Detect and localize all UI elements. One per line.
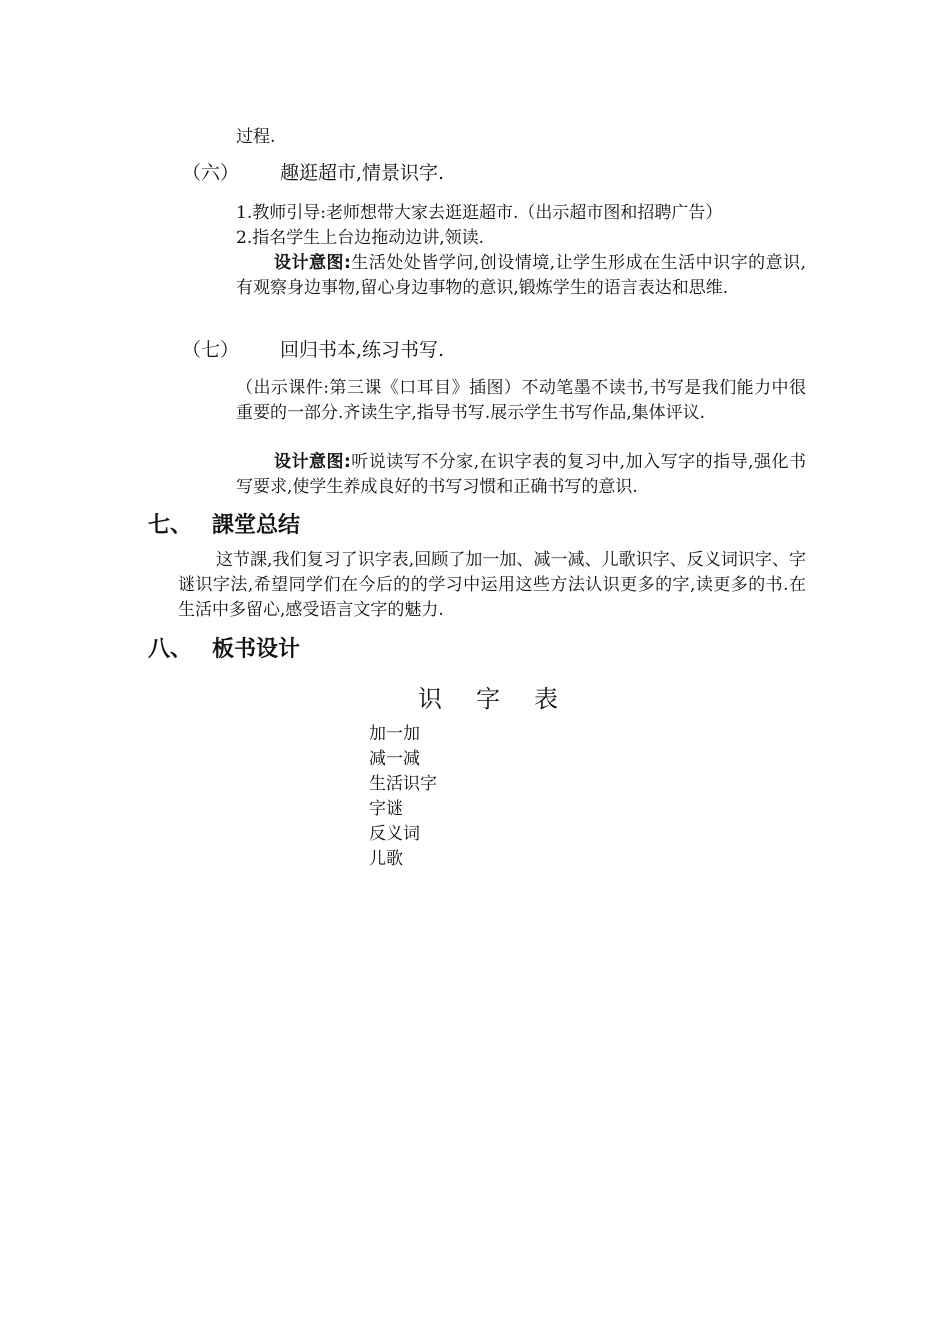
subsection-number: （七） bbox=[182, 339, 240, 361]
continuation-text: 过程. bbox=[236, 127, 276, 147]
section-title: 課堂总结 bbox=[212, 513, 301, 538]
board-list bbox=[369, 722, 437, 872]
section-heading-summary bbox=[148, 511, 300, 541]
design-intent-label: 设计意图: bbox=[274, 253, 351, 273]
practice-paragraph: （出示课件:第三课《口耳目》插图）不动笔墨不读书,书写是我们能力中很重要的一部分.齐读生字,指导书写.展示学生书写作品,集体评议. bbox=[236, 378, 806, 423]
design-intent-label: 设计意图: bbox=[274, 452, 351, 472]
board-item: 减一减 bbox=[369, 749, 420, 769]
step-line: 2.指名学生上台边拖动边讲,领读. bbox=[236, 228, 485, 248]
subsection-title: 趣逛超市,情景识字. bbox=[280, 162, 445, 184]
board-item: 反义词 bbox=[369, 824, 420, 844]
section-number: 八、 bbox=[148, 637, 193, 662]
subsection-title: 回归书本,练习书写. bbox=[280, 339, 445, 361]
board-item: 儿歌 bbox=[369, 849, 403, 869]
design-intent-paragraph bbox=[236, 251, 806, 301]
subsection-number: （六） bbox=[182, 162, 240, 184]
board-item: 生活识字 bbox=[369, 774, 437, 794]
subsection-six-heading bbox=[182, 159, 444, 187]
step-line: 1.教师引导:老师想带大家去逛逛超市.（出示超市图和招聘广告） bbox=[236, 203, 723, 223]
board-item: 字谜 bbox=[369, 799, 403, 819]
section-number: 七、 bbox=[148, 513, 193, 538]
summary-paragraph: 这节課,我们复习了识字表,回顾了加一加、减一减、儿歌识字、反义词识字、字谜识字法,希望同学们在今后的的学习中运用这些方法认识更多的字,读更多的书.在生活中多留心,感受语言文字的魅力. bbox=[178, 550, 806, 620]
section-title: 板书设计 bbox=[212, 637, 301, 662]
design-intent-text: 听说读写不分家,在识字表的复习中,加入写字的指导,强化书写要求,使学生养成良好的书写习惯和正确书写的意识. bbox=[236, 452, 806, 497]
design-intent-paragraph bbox=[236, 450, 806, 500]
section-heading-board bbox=[148, 635, 300, 665]
design-intent-text: 生活处处皆学问,创设情境,让学生形成在生活中识字的意识,有观察身边事物,留心身边事物的意识,锻炼学生的语言表达和思维. bbox=[236, 253, 806, 298]
subsection-seven-heading bbox=[182, 336, 444, 364]
board-title: 识字表 bbox=[418, 685, 592, 713]
board-item: 加一加 bbox=[369, 724, 420, 744]
